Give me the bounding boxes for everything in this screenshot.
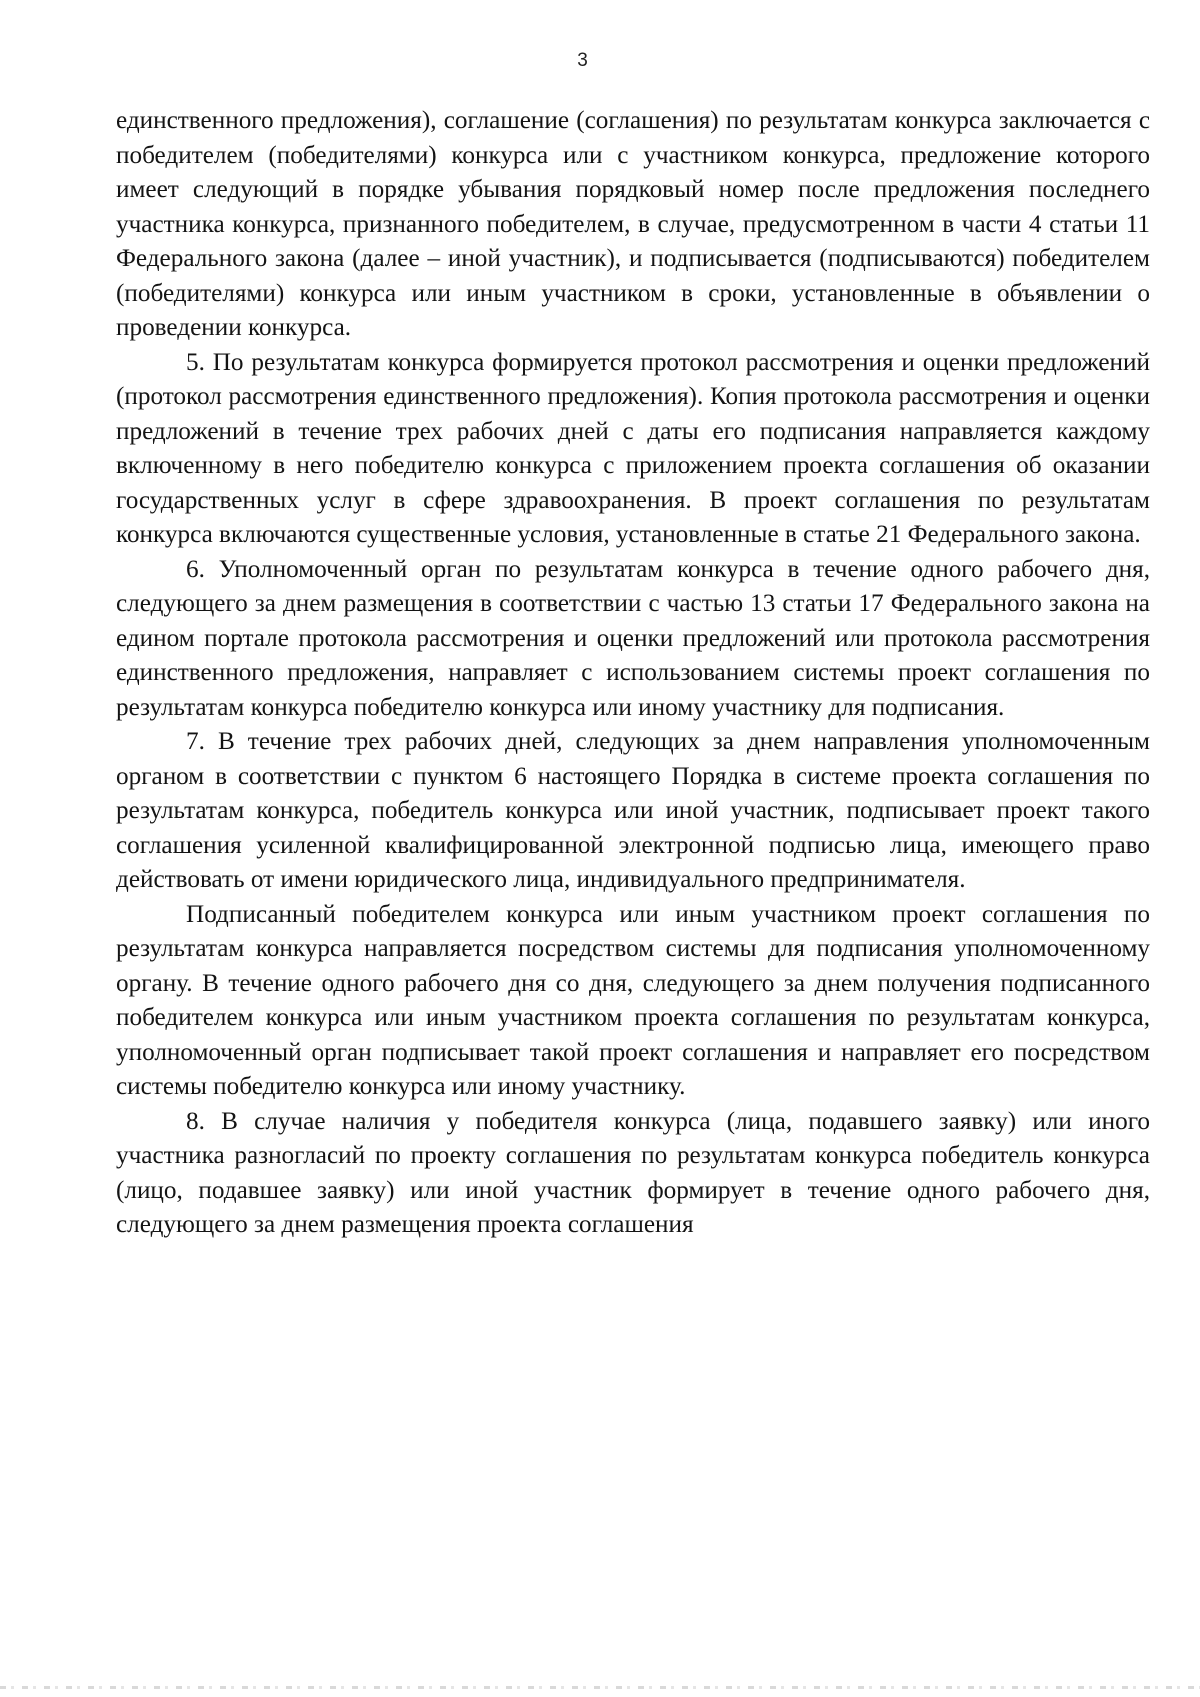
scan-edge-artifact bbox=[0, 1686, 1200, 1689]
paragraph-item-5: 5. По результатам конкурса формируется протокол рассмотрения и оценки предложений (протокол рассмотрения единственного предложения). Копия протокола рассмотрения и оценки предложений в течение трех рабочих дней с даты его подписания направляется каждому включенному в него победителю конкурса с приложением проекта соглашения об оказании государственных услуг в сфере здравоохранения. В проект соглашения по результатам конкурса включаются существенные условия, установленные в статье 21 Федерального закона. bbox=[116, 348, 1150, 548]
document-body bbox=[116, 104, 1150, 1243]
page-number: 3 bbox=[577, 50, 588, 71]
paragraph-item-7-signed: Подписанный победителем конкурса или иным участником проект соглашения по результатам конкурса направляется посредством системы для подписания уполномоченному органу. В течение одного рабочего дня со дня, следующего за днем получения подписанного победителем конкурса или иным участником проекта соглашения по результатам конкурса, уполномоченный орган подписывает такой проект соглашения и направляет его посредством системы победителю конкурса или иному участнику. bbox=[116, 900, 1150, 1100]
paragraph-item-8: 8. В случае наличия у победителя конкурса (лица, подавшего заявку) или иного участника разногласий по проекту соглашения по результатам конкурса победитель конкурса (лицо, подавшее заявку) или иной участник формирует в течение одного рабочего дня, следующего за днем размещения проекта соглашения bbox=[116, 1107, 1150, 1238]
paragraph-item-6: 6. Уполномоченный орган по результатам конкурса в течение одного рабочего дня, следующего за днем размещения в соответствии с частью 13 статьи 17 Федерального закона на едином портале протокола рассмотрения и оценки предложений или протокола рассмотрения единственного предложения, направляет с использованием системы проект соглашения по результатам конкурса победителю конкурса или иному участнику для подписания. bbox=[116, 555, 1150, 721]
paragraph-continuation: единственного предложения), соглашение (соглашения) по результатам конкурса заключается с победителем (победителями) конкурса или с участником конкурса, предложение которого имеет следующий в порядке убывания порядковый номер после предложения последнего участника конкурса, признанного победителем, в случае, предусмотренном в части 4 статьи 11 Федерального закона (далее – иной участник), и подписывается (подписываются) победителем (победителями) конкурса или иным участником в сроки, установленные в объявлении о проведении конкурса. bbox=[116, 107, 1150, 341]
paragraph-item-7: 7. В течение трех рабочих дней, следующих за днем направления уполномоченным органом в соответствии с пунктом 6 настоящего Порядка в системе проекта соглашения по результатам конкурса, победитель конкурса или иной участник, подписывает проект такого соглашения усиленной квалифицированной электронной подписью лица, имеющего право действовать от имени юридического лица, индивидуального предпринимателя. bbox=[116, 728, 1150, 893]
